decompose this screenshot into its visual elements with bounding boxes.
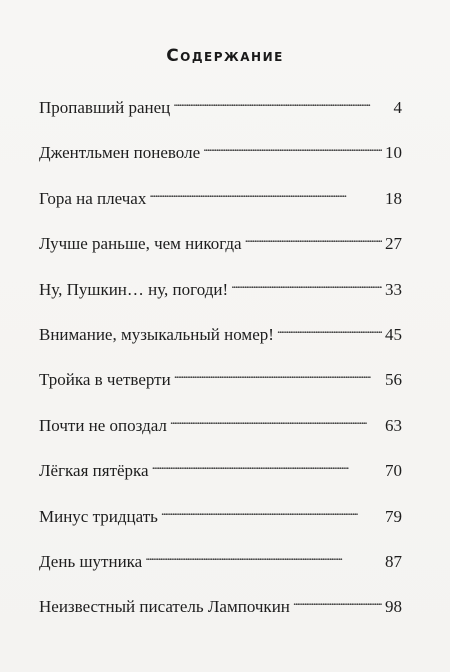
toc-entry-title: Лучше раньше, чем никогда bbox=[39, 234, 242, 254]
toc-entry-title: Пропавший ранец bbox=[39, 98, 171, 117]
dot-leader bbox=[245, 229, 382, 249]
toc-entry bbox=[39, 184, 402, 229]
toc-entry-title: Внимание, музыкальный номер! bbox=[39, 324, 274, 344]
toc-entry-page-number: 70 bbox=[385, 461, 402, 481]
toc-entry-page-number: 33 bbox=[385, 279, 402, 299]
toc-entry-title: День шутника bbox=[39, 551, 143, 571]
toc-entry-title: Минус тридцать bbox=[39, 506, 158, 526]
toc-entry-page-number: 45 bbox=[385, 324, 402, 344]
dot-leader bbox=[152, 456, 382, 476]
dot-leader bbox=[161, 502, 382, 522]
dot-leader bbox=[149, 184, 382, 204]
toc-entry-title: Тройка в четверти bbox=[39, 370, 171, 390]
toc-entry bbox=[39, 411, 402, 456]
toc-entry-title: Лёгкая пятёрка bbox=[39, 461, 149, 481]
toc-entry-page-number: 56 bbox=[385, 370, 402, 390]
dot-leader bbox=[277, 320, 382, 340]
toc-entry-title: Неизвестный писатель Лампочкин bbox=[39, 597, 290, 617]
toc-entry bbox=[39, 456, 402, 501]
toc-entry bbox=[39, 229, 402, 274]
toc-entry bbox=[39, 547, 402, 592]
toc-entry bbox=[39, 592, 402, 637]
dot-leader bbox=[145, 547, 382, 567]
toc-entry bbox=[39, 365, 402, 410]
toc-entry-page-number: 10 bbox=[385, 143, 402, 163]
toc-entry bbox=[39, 138, 402, 183]
toc-entry-page-number: 87 bbox=[385, 551, 402, 571]
toc-entry-page-number: 63 bbox=[385, 415, 402, 435]
dot-leader bbox=[293, 592, 382, 612]
toc-entry bbox=[39, 275, 402, 320]
toc-entry bbox=[39, 320, 402, 365]
toc-entry-title: Почти не опоздал bbox=[39, 415, 167, 435]
toc-entry-title: Гора на плечах bbox=[39, 188, 147, 208]
toc-entry-page-number: 79 bbox=[385, 506, 402, 526]
toc-entry-page-number: 27 bbox=[385, 234, 402, 254]
dot-leader bbox=[174, 365, 382, 385]
dot-leader bbox=[170, 411, 382, 431]
toc-entry-page-number: 4 bbox=[393, 98, 402, 117]
toc-heading: Содержание bbox=[166, 46, 284, 66]
toc-entry-page-number: 98 bbox=[385, 597, 402, 617]
dot-leader bbox=[231, 275, 382, 295]
dot-leader bbox=[203, 138, 382, 158]
toc-entry-title: Джентльмен поневоле bbox=[39, 143, 201, 163]
toc-entry bbox=[39, 502, 402, 547]
dot-leader bbox=[173, 93, 390, 113]
toc-entry-title: Ну, Пушкин… ну, погоди! bbox=[39, 279, 229, 299]
toc-entry bbox=[39, 93, 402, 138]
toc-list bbox=[39, 93, 402, 638]
toc-entry-page-number: 18 bbox=[385, 188, 402, 208]
